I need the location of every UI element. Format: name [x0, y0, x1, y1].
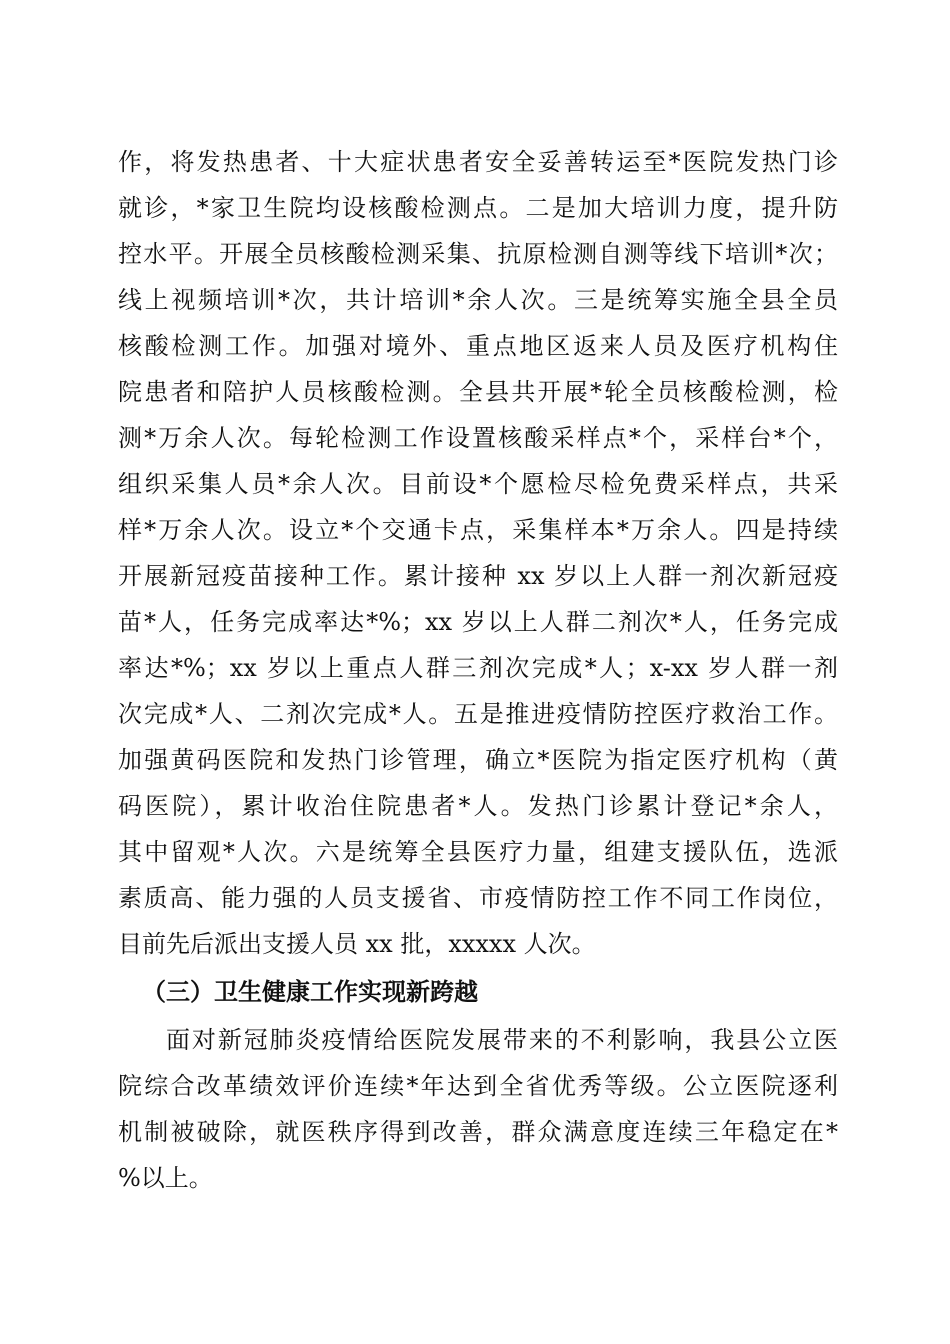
text-line: 院患者和陪护人员核酸检测。全县共开展*轮全员核酸检测，检 [118, 378, 838, 406]
text-line: 素质高、能力强的人员支援省、市疫情防控工作不同工作岗位， [118, 884, 838, 912]
text-line: %以上。 [118, 1164, 213, 1192]
text-line: 样*万余人次。设立*个交通卡点，采集样本*万余人。四是持续 [118, 516, 838, 544]
text-line: 作，将发热患者、十大症状患者安全妥善转运至*医院发热门诊 [118, 148, 838, 176]
text-line: 院综合改革绩效评价连续*年达到全省优秀等级。公立医院逐利 [118, 1072, 838, 1100]
text-line: 其中留观*人次。六是统筹全县医疗力量，组建支援队伍，选派 [118, 838, 838, 866]
text-line: 次完成*人、二剂次完成*人。五是推进疫情防控医疗救治工作。 [118, 700, 838, 728]
section-heading: （三）卫生健康工作实现新跨越 [142, 977, 478, 1006]
text-line: 开展新冠疫苗接种工作。累计接种 xx 岁以上人群一剂次新冠疫 [118, 562, 838, 590]
text-line: 面对新冠肺炎疫情给医院发展带来的不利影响，我县公立医 [166, 1026, 838, 1054]
text-line: 线上视频培训*次，共计培训*余人次。三是统筹实施全县全员 [118, 286, 838, 314]
text-line: 机制被破除，就医秩序得到改善，群众满意度连续三年稳定在* [118, 1118, 838, 1146]
text-line: 目前先后派出支援人员 xx 批，xxxxx 人次。 [118, 930, 596, 958]
text-line: 加强黄码医院和发热门诊管理，确立*医院为指定医疗机构（黄 [118, 746, 838, 774]
text-line: 率达*%；xx 岁以上重点人群三剂次完成*人；x-xx 岁人群一剂 [118, 654, 838, 682]
text-line: 测*万余人次。每轮检测工作设置核酸采样点*个，采样台*个， [118, 424, 838, 452]
text-line: 组织采集人员*余人次。目前设*个愿检尽检免费采样点，共采 [118, 470, 838, 498]
text-line: 控水平。开展全员核酸检测采集、抗原检测自测等线下培训*次； [118, 240, 838, 268]
text-line: 苗*人，任务完成率达*%；xx 岁以上人群二剂次*人，任务完成 [118, 608, 838, 636]
text-line: 就诊，*家卫生院均设核酸检测点。二是加大培训力度，提升防 [118, 194, 838, 222]
text-line: 码医院），累计收治住院患者*人。发热门诊累计登记*余人， [118, 792, 838, 820]
text-line: 核酸检测工作。加强对境外、重点地区返来人员及医疗机构住 [118, 332, 838, 360]
